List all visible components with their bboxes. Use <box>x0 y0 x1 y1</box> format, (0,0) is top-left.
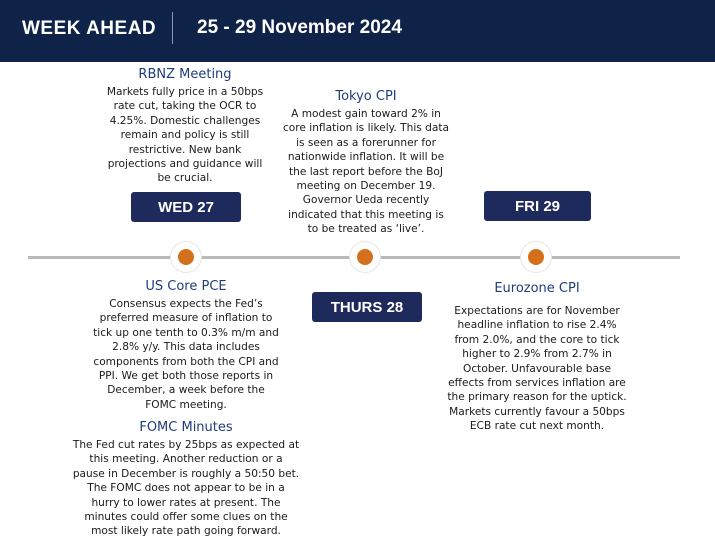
event-eurozone-cpi <box>444 281 630 434</box>
event-title: US Core PCE <box>145 279 227 294</box>
header-banner <box>0 0 715 62</box>
day-label-fri: FRI 29 <box>484 191 591 221</box>
day-label-wed: WED 27 <box>131 192 241 222</box>
event-title: RBNZ Meeting <box>138 67 232 82</box>
event-rbnz-meeting <box>106 67 264 186</box>
header-divider <box>172 12 173 44</box>
event-title: Tokyo CPI <box>335 89 397 104</box>
event-description: A modest gain toward 2% in core inflation is likely. This data is seen as a forerunner for nationwide inflation. It will be the last report before the BoJ meeting on December 19. Governor Ueda recently indicated that this meeting is to be treated as ‘live’. <box>282 108 450 236</box>
event-tokyo-cpi <box>282 89 450 237</box>
event-description: Markets fully price in a 50bps rate cut, taking the OCR to 4.25%. Domestic challenges remain and policy is still restrictive. New bank projections and guidance will be crucial. <box>106 86 264 185</box>
timeline-node-fri <box>521 242 551 272</box>
page-title: WEEK AHEAD <box>22 18 157 39</box>
event-title: Eurozone CPI <box>494 281 580 296</box>
event-fomc-minutes <box>72 420 300 539</box>
day-label-thurs: THURS 28 <box>312 292 422 322</box>
event-us-core-pce <box>92 279 280 412</box>
event-description: The Fed cut rates by 25bps as expected at this meeting. Another reduction or a pause in December is roughly a 50:50 bet. The FOMC does not appear to be in a hurry to lower rates at present. The minutes could offer some clues on the most likely rate path going forward. <box>72 439 300 538</box>
event-title: FOMC Minutes <box>139 420 233 435</box>
date-range: 25 - 29 November 2024 <box>197 17 402 38</box>
timeline-node-wed <box>171 242 201 272</box>
event-description: Expectations are for November headline inflation to rise 2.4% from 2.0%, and the core to tick higher to 2.9% from 2.7% in October. Unfavourable base effects from services inflation are the primary reason for the uptick. Markets currently favour a 50bps ECB rate cut next month. <box>447 305 627 433</box>
event-description: Consensus expects the Fed’s preferred measure of inflation to tick up one tenth to 0.3% m/m and 2.8% y/y. This data includes components from both the CPI and PPI. We get both those reports in December, a week before the FOMC meeting. <box>93 298 279 411</box>
timeline-node-thurs <box>350 242 380 272</box>
